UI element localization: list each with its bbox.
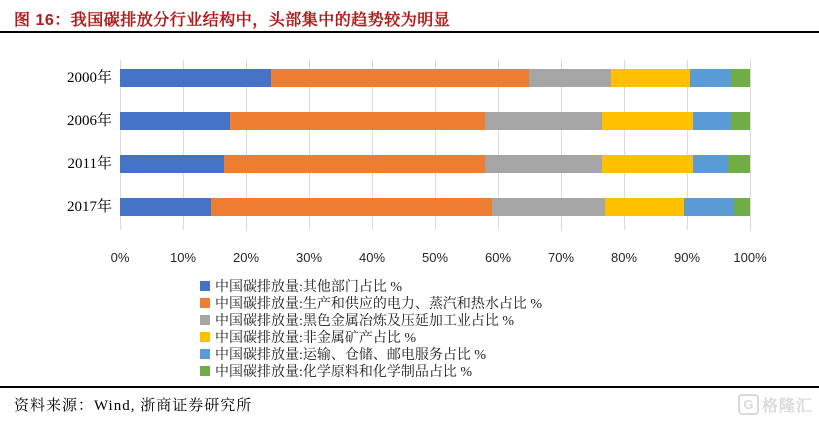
legend-label: 中国碳排放量:化学原料和化学制品占比 %: [215, 364, 473, 380]
bar-segment: [611, 69, 690, 87]
title-divider-line: [0, 31, 819, 33]
y-axis-category-label: 2017年: [66, 199, 112, 215]
x-axis-tick-label: 20%: [232, 250, 260, 265]
x-axis-tick-label: 70%: [547, 250, 575, 265]
legend-color-swatch: [200, 315, 210, 325]
x-axis-tick-label: 40%: [358, 250, 386, 265]
bar-row-2000年: [120, 69, 750, 87]
x-axis-tick-label: 80%: [610, 250, 638, 265]
bar-segment: [602, 155, 693, 173]
bar-segment: [224, 155, 485, 173]
x-axis-tick-label: 60%: [484, 250, 512, 265]
bar-segment: [602, 112, 693, 130]
gelonghui-watermark: [738, 393, 813, 416]
bar-segment: [529, 69, 611, 87]
bar-segment: [120, 69, 271, 87]
bar-segment: [731, 112, 750, 130]
legend-item: [200, 294, 542, 311]
legend-label: 中国碳排放量:生产和供应的电力、蒸汽和热水占比 %: [215, 296, 543, 312]
x-axis-tick-label: 30%: [295, 250, 323, 265]
bar-segment: [728, 155, 750, 173]
footer-divider-line: [0, 386, 819, 388]
bar-segment: [684, 198, 734, 216]
bar-segment: [271, 69, 529, 87]
x-axis-tick-label: 50%: [421, 250, 449, 265]
x-axis-tick-label: 100%: [733, 250, 767, 265]
bar-segment: [230, 112, 485, 130]
legend-item: [200, 311, 542, 328]
bar-segment: [690, 69, 731, 87]
bar-segment: [120, 198, 211, 216]
y-axis-category-label: 2006年: [66, 113, 112, 129]
legend-color-swatch: [200, 281, 210, 291]
gelonghui-logo-text: 格隆汇: [761, 398, 813, 415]
gridline-100%: [750, 60, 751, 230]
x-axis-tick-label: 90%: [673, 250, 701, 265]
bar-segment: [485, 155, 602, 173]
bar-row-2006年: [120, 112, 750, 130]
legend-item: [200, 277, 542, 294]
bar-segment: [120, 155, 224, 173]
legend-color-swatch: [200, 298, 210, 308]
bar-segment: [693, 155, 728, 173]
legend-item: [200, 345, 542, 362]
bar-segment: [485, 112, 602, 130]
legend-color-swatch: [200, 332, 210, 342]
legend-label: 中国碳排放量:运输、仓储、邮电服务占比 %: [215, 347, 487, 363]
chart-legend: [200, 277, 542, 379]
bar-segment: [693, 112, 731, 130]
x-axis-tick-label: 10%: [169, 250, 197, 265]
legend-item: [200, 362, 542, 379]
bar-segment: [492, 198, 605, 216]
legend-item: [200, 328, 542, 345]
bar-row-2017年: [120, 198, 750, 216]
y-axis-category-label: 2000年: [66, 70, 112, 86]
figure-title: 图 16：我国碳排放分行业结构中，头部集中的趋势较为明显: [14, 12, 451, 29]
legend-color-swatch: [200, 366, 210, 376]
legend-color-swatch: [200, 349, 210, 359]
bar-row-2011年: [120, 155, 750, 173]
bar-segment: [731, 69, 750, 87]
source-note: 资料来源：Wind, 浙商证券研究所: [14, 398, 253, 414]
legend-label: 中国碳排放量:黑色金属冶炼及压延加工业占比 %: [215, 313, 515, 329]
bar-segment: [211, 198, 491, 216]
legend-label: 中国碳排放量:非金属矿产占比 %: [215, 330, 417, 346]
bar-segment: [120, 112, 230, 130]
bar-segment: [734, 198, 750, 216]
chart-plot-area: [110, 60, 767, 265]
stacked-bar-chart: [0, 45, 819, 265]
y-axis-category-label: 2011年: [67, 156, 112, 172]
x-axis-tick-label: 0%: [110, 250, 130, 265]
legend-label: 中国碳排放量:其他部门占比 %: [215, 279, 403, 295]
gelonghui-logo-icon: G: [738, 394, 759, 415]
bar-segment: [605, 198, 684, 216]
